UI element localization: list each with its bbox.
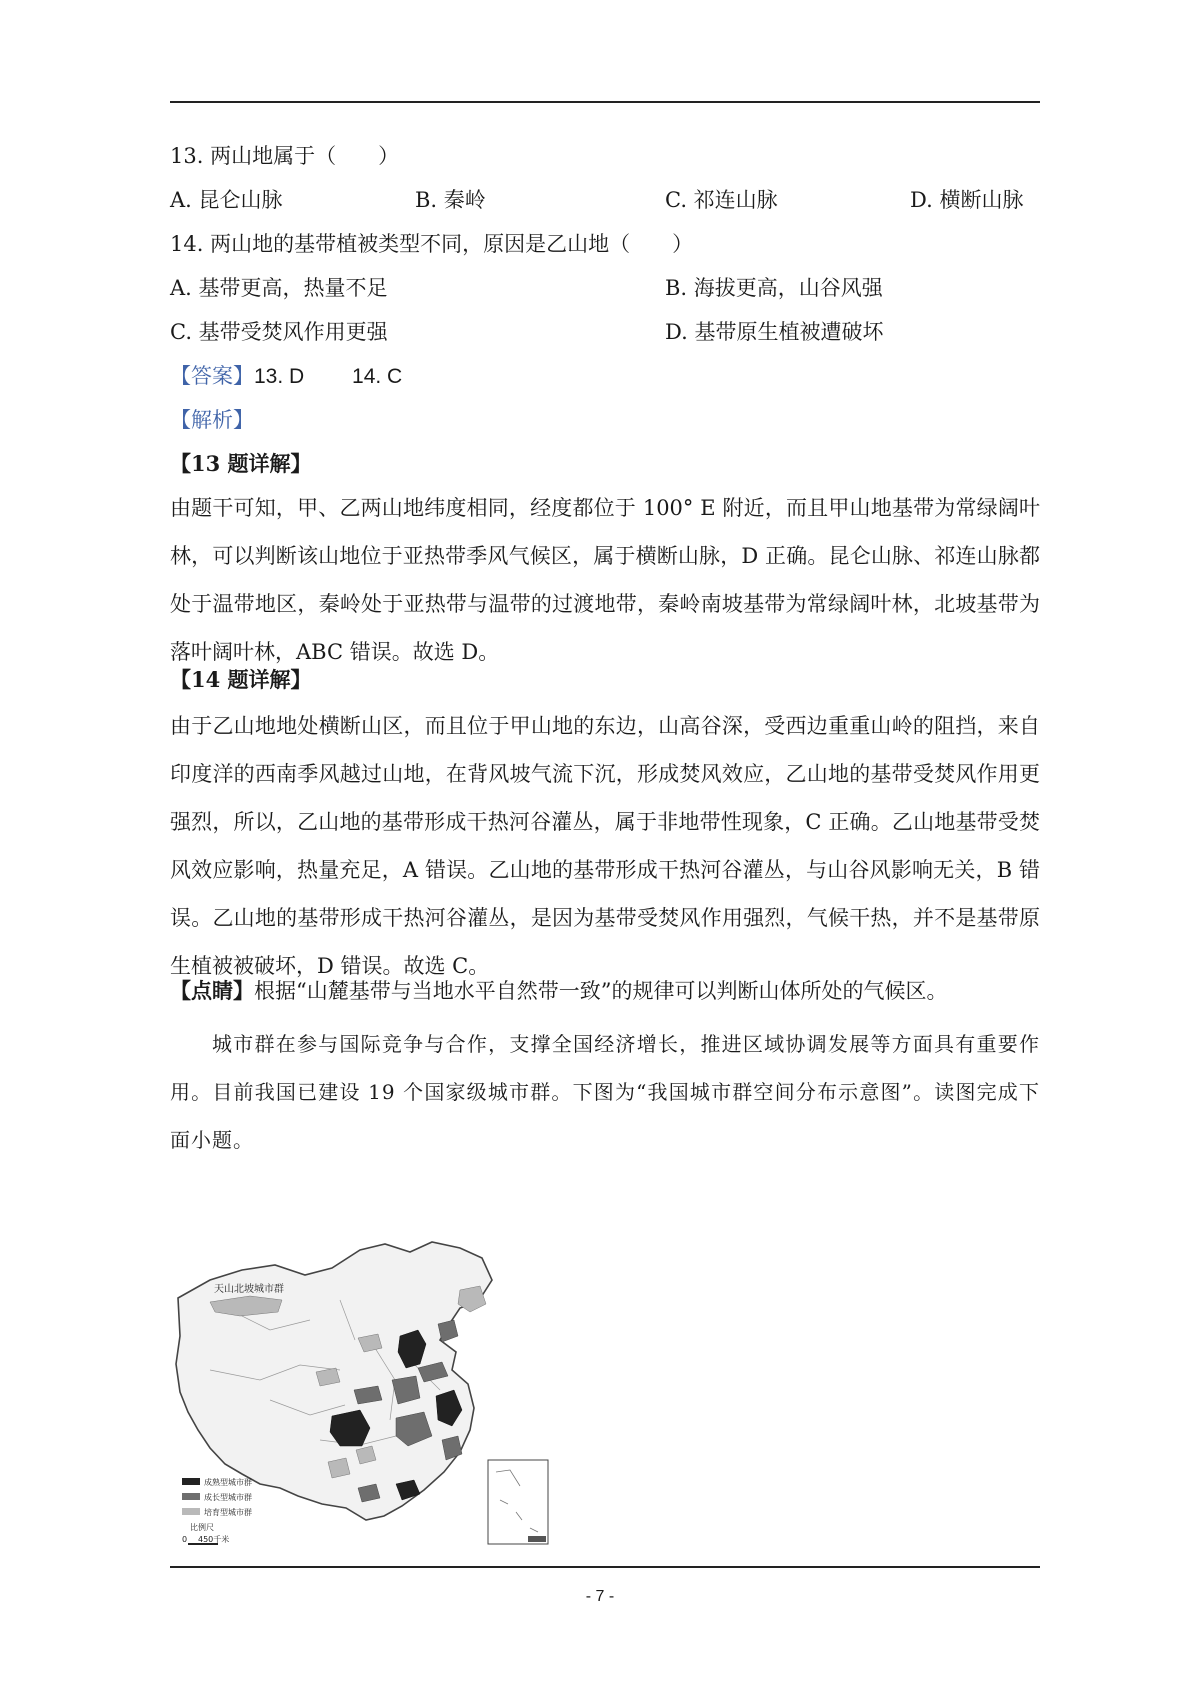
- footer-rule: [170, 1566, 1040, 1568]
- q14-stem: 14. 两山地的基带植被类型不同，原因是乙山地（ ）: [170, 232, 694, 256]
- q13-option-d: D. 横断山脉: [910, 188, 1024, 212]
- page-number: - 7 -: [585, 1588, 615, 1605]
- q14-option-d: D. 基带原生植被遭破坏: [665, 320, 884, 344]
- answer-text: 13. D 14. C: [254, 365, 403, 388]
- detail14-text: 由于乙山地地处横断山区，而且位于甲山地的东边，山高谷深，受西边重重山岭的阻挡，来自印度洋的西南季风越过山地，在背风坡气流下沉，形成焚风效应，乙山地的基带受焚风作用更强烈，所以，乙山地的基带形成干热河谷灌丛，属于非地带性现象，C 正确。乙山地基带受焚风效应影响，热量充足，A 错误。乙山地的基带形成干热河谷灌丛，与山谷风影响无关，B 错误。乙山地的基带形成干热河谷灌丛，是因为基带受焚风作用强烈，气候干热，并不是基带原生植被被破坏，D 错误。故选 C。: [170, 714, 1040, 978]
- tip-label: 【点睛】: [170, 978, 254, 1003]
- scale-value: 450千米: [198, 1535, 230, 1544]
- answer-line: [170, 362, 402, 391]
- south-china-sea-inset: [488, 1460, 548, 1544]
- legend-nurturing: 培育型城市群: [204, 1508, 252, 1517]
- legend-swatch-mature: [182, 1478, 200, 1485]
- q14-option-b: B. 海拔更高，山谷风强: [665, 276, 883, 300]
- detail13-heading: 【13 题详解】: [170, 451, 312, 476]
- legend-swatch-nurturing: [182, 1508, 200, 1515]
- legend-mature: 成熟型城市群: [204, 1478, 252, 1487]
- q13-stem: 13. 两山地属于（ ）: [170, 144, 400, 168]
- tip-line: [170, 977, 947, 1005]
- detail14-heading: 【14 题详解】: [170, 667, 312, 692]
- q13-option-a: A. 昆仑山脉: [170, 188, 283, 212]
- china-city-cluster-map: [170, 1240, 580, 1550]
- scale-zero: 0: [182, 1535, 188, 1544]
- q13-option-b: B. 秦岭: [415, 188, 486, 212]
- scale-label: 比例尺: [190, 1523, 214, 1532]
- label-tianshan-cluster: 天山北坡城市群: [214, 1284, 284, 1295]
- city-cluster-intro: 城市群在参与国际竞争与合作，支撑全国经济增长，推进区域协调发展等方面具有重要作用。目前我国已建设 19 个国家级城市群。下图为“我国城市群空间分布示意图”。读图完成下面小题。: [170, 1032, 1040, 1152]
- tip-text: 根据“山麓基带与当地水平自然带一致”的规律可以判断山体所处的气候区。: [254, 979, 948, 1003]
- q14-option-c: C. 基带受焚风作用更强: [170, 320, 388, 344]
- q13-option-c: C. 祁连山脉: [665, 188, 778, 212]
- legend-growing: 成长型城市群: [204, 1493, 252, 1502]
- detail13-text: 由题干可知，甲、乙两山地纬度相同，经度都位于 100° E 附近，而且甲山地基带为常绿阔叶林，可以判断该山地位于亚热带季风气候区，属于横断山脉，D 正确。昆仑山脉、祁连山脉都处于温带地区，秦岭处于亚热带与温带的过渡地带，秦岭南坡基带为常绿阔叶林，北坡基带为落叶阔叶林，ABC 错误。故选 D。: [170, 496, 1040, 664]
- answer-label: 【答案】: [170, 364, 254, 388]
- legend-swatch-growing: [182, 1493, 200, 1500]
- header-rule: [170, 101, 1040, 103]
- q14-option-a: A. 基带更高，热量不足: [170, 276, 388, 300]
- analysis-label: 【解析】: [170, 408, 254, 432]
